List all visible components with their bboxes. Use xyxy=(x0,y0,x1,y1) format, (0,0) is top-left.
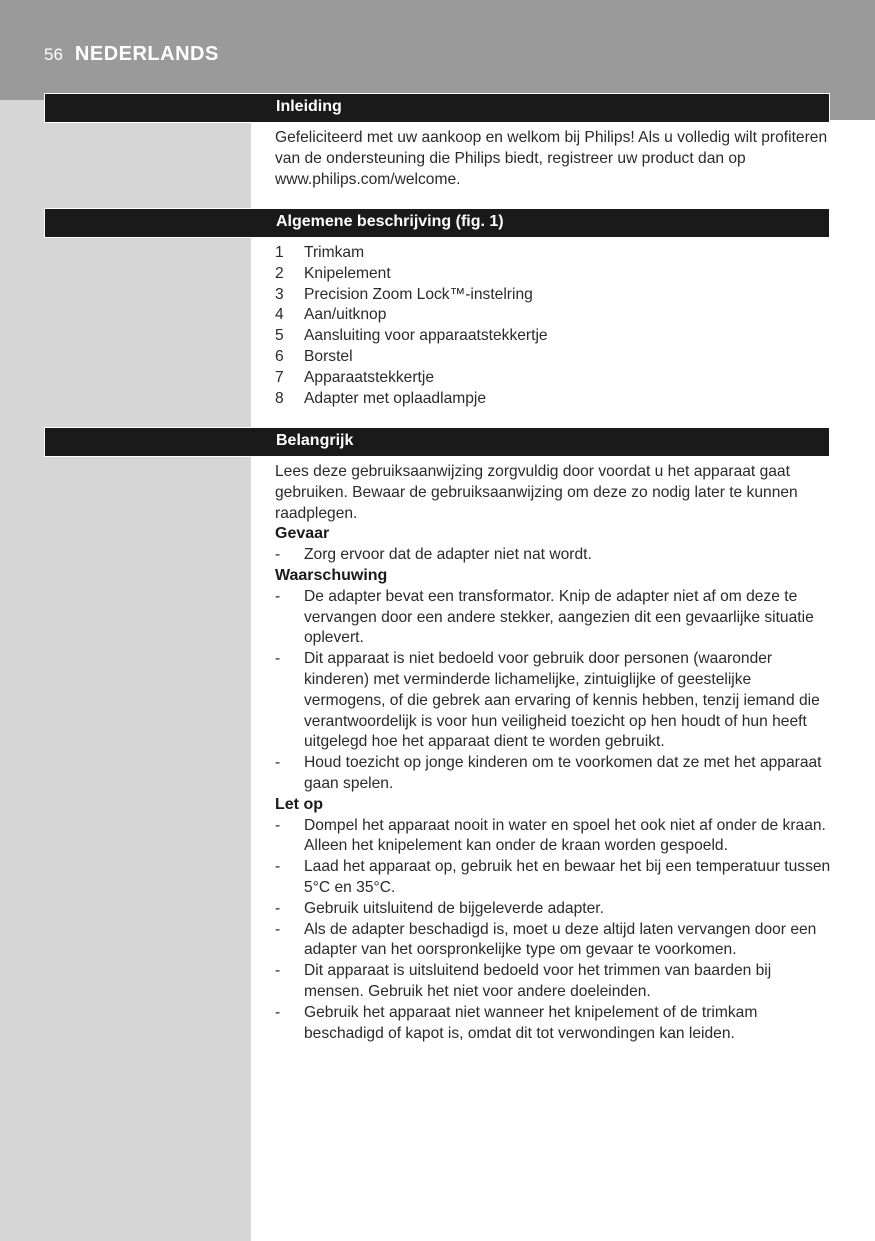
list-item xyxy=(275,816,831,858)
dash-marker: - xyxy=(275,754,281,772)
list-item xyxy=(275,753,831,795)
list-item xyxy=(275,347,831,368)
item-text: Houd toezicht op jonge kinderen om te voorkomen dat ze met het apparaat gaan spelen. xyxy=(304,754,822,792)
item-number: 8 xyxy=(275,389,284,407)
list-item xyxy=(275,920,831,962)
dash-marker: - xyxy=(275,899,281,917)
item-text: Dompel het apparaat nooit in water en spoel het ook niet af onder de kraan. Alleen het knipelement kan onder de kraan worden gespoeld. xyxy=(304,816,826,855)
item-text: Borstel xyxy=(304,347,353,365)
important-intro-text: Lees deze gebruiksaanwijzing zorgvuldig door voordat u het apparaat gaat gebruiken. Bewaar de gebruiksaanwijzing om deze zo nodig later te kunnen raadplegen. xyxy=(275,463,798,522)
section-title-important: Belangrijk xyxy=(276,432,354,449)
page-number: 56 xyxy=(44,45,63,64)
section-bar-intro xyxy=(44,93,830,123)
item-text: Trimkam xyxy=(304,244,365,261)
dash-marker: - xyxy=(275,1003,281,1021)
item-text: Aan/uitknop xyxy=(304,306,387,324)
page-header xyxy=(44,43,219,66)
list-item xyxy=(275,368,831,389)
item-text: Als de adapter beschadigd is, moet u deze altijd laten vervangen door een adapter van het oorspronkelijke type om gevaar te voorkomen. xyxy=(304,920,817,959)
intro-text: Gefeliciteerd met uw aankoop en welkom bij Philips! Als u volledig wilt profiteren van de ondersteuning die Philips biedt, registreer uw product dan op www.philips.com/welcome. xyxy=(275,129,828,188)
list-item xyxy=(275,899,831,920)
section-bar-general xyxy=(44,208,830,238)
dash-marker: - xyxy=(275,920,281,938)
section-title-general: Algemene beschrijving (fig. 1) xyxy=(276,213,504,230)
section-title-intro: Inleiding xyxy=(276,98,342,115)
language-title: NEDERLANDS xyxy=(74,43,219,65)
item-text: Gebruik het apparaat niet wanneer het knipelement of de trimkam beschadigd of kapot is, omdat dit tot verwondingen kan leiden. xyxy=(304,1003,758,1042)
item-text: Laad het apparaat op, gebruik het en bewaar het bij een temperatuur tussen 5°C en 35°C. xyxy=(304,858,831,896)
right-header-strip xyxy=(830,100,875,120)
item-text: Precision Zoom Lock™-instelring xyxy=(304,285,533,303)
list-item xyxy=(275,326,831,347)
dash-marker: - xyxy=(275,587,281,605)
list-item xyxy=(275,285,831,306)
item-number: 7 xyxy=(275,368,284,386)
important-content xyxy=(275,462,831,1044)
caution-heading: Let op xyxy=(275,795,323,813)
dash-marker: - xyxy=(275,650,281,668)
list-item xyxy=(275,389,831,410)
dash-marker: - xyxy=(275,546,281,564)
section-bar-important xyxy=(44,427,830,457)
item-text: Dit apparaat is niet bedoeld voor gebruik door personen (waaronder kinderen) met verminderde lichamelijke, zintuiglijke of geestelijke vermogens, of die gebrek aan ervaring of kennis hebben, tenzij iemand die verantwoordelijk is voor hun veiligheid toezicht op hen houdt of hun heeft uitgelegd hoe het apparaat dient te worden gebruikt. xyxy=(304,650,820,751)
warning-heading: Waarschuwing xyxy=(275,566,388,584)
item-text: Zorg ervoor dat de adapter niet nat wordt. xyxy=(304,546,592,564)
parts-list xyxy=(275,243,831,409)
list-item xyxy=(275,961,831,1003)
item-text: Apparaatstekkertje xyxy=(304,368,435,386)
item-number: 1 xyxy=(275,244,284,261)
item-number: 5 xyxy=(275,327,284,345)
list-item xyxy=(275,243,831,264)
dash-marker: - xyxy=(275,858,281,876)
danger-list xyxy=(275,545,831,566)
intro-content xyxy=(275,128,831,190)
item-number: 4 xyxy=(275,306,284,324)
list-item xyxy=(275,649,831,753)
danger-heading: Gevaar xyxy=(275,525,330,543)
item-text: Knipelement xyxy=(304,264,391,282)
item-number: 6 xyxy=(275,347,284,365)
list-item xyxy=(275,587,831,649)
item-number: 3 xyxy=(275,285,284,303)
list-item xyxy=(275,1003,831,1045)
item-text: Aansluiting voor apparaatstekkertje xyxy=(304,327,548,345)
item-text: Dit apparaat is uitsluitend bedoeld voor het trimmen van baarden bij mensen. Gebruik het niet voor andere doeleinden. xyxy=(304,962,772,1000)
item-number: 2 xyxy=(275,264,284,282)
item-text: Gebruik uitsluitend de bijgeleverde adapter. xyxy=(304,899,604,917)
dash-marker: - xyxy=(275,816,281,834)
warning-list xyxy=(275,587,831,795)
list-item xyxy=(275,545,831,566)
list-item xyxy=(275,857,831,899)
list-item xyxy=(275,264,831,285)
item-text: De adapter bevat een transformator. Knip de adapter niet af om deze te vervangen door een andere stekker, aangezien dit een gevaarlijke situatie oplevert. xyxy=(304,587,814,647)
left-margin-column xyxy=(0,100,251,1241)
caution-list xyxy=(275,816,831,1045)
list-item xyxy=(275,305,831,326)
item-text: Adapter met oplaadlampje xyxy=(304,389,487,407)
dash-marker: - xyxy=(275,962,281,980)
general-content xyxy=(275,243,831,409)
